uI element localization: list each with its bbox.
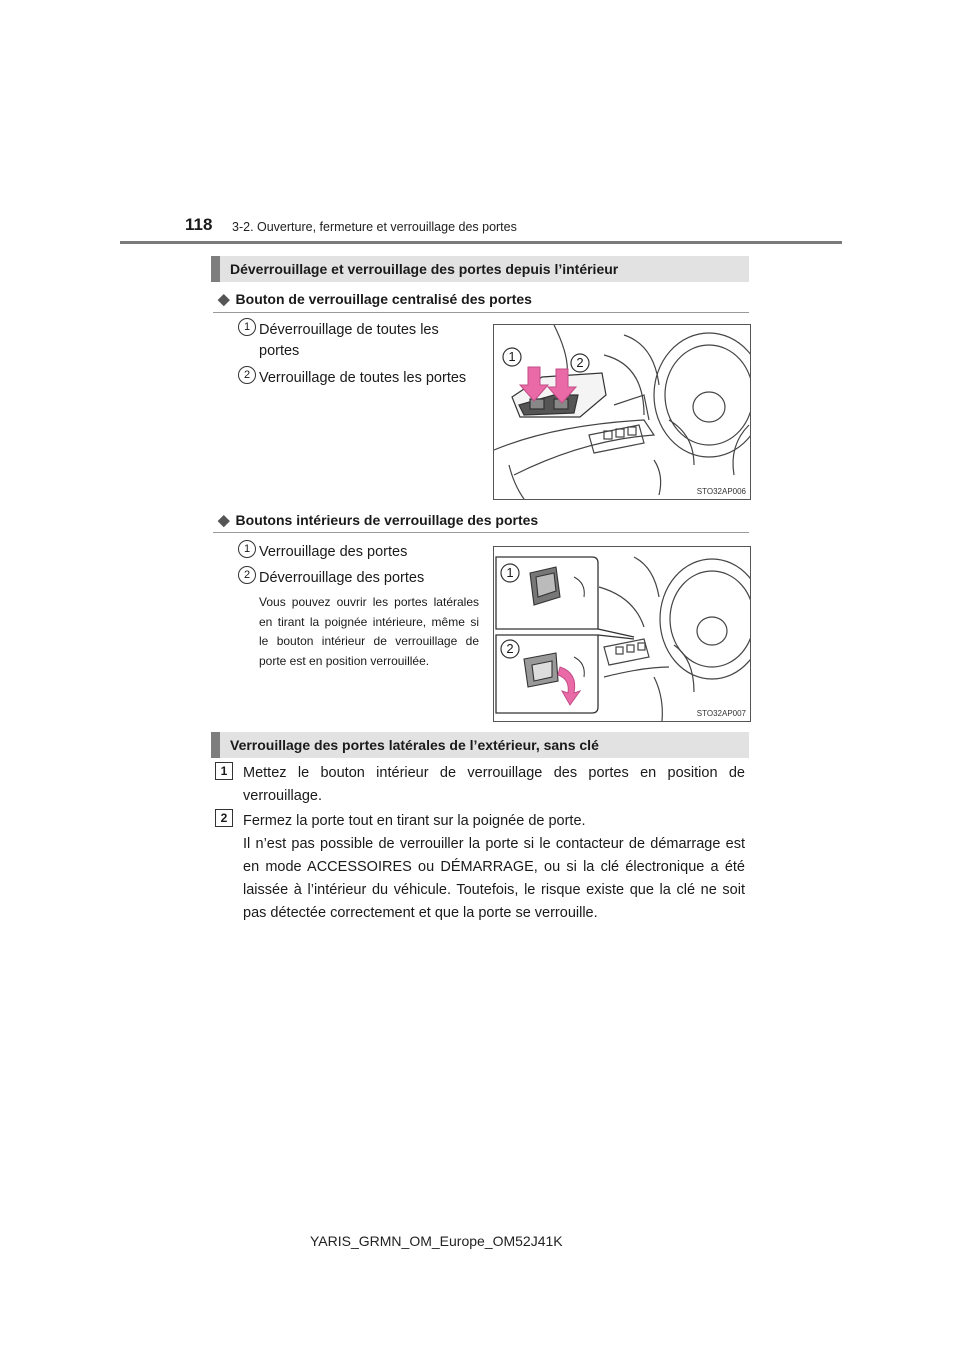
- subsection-divider: [213, 312, 749, 313]
- figure-callout-1: 1: [508, 349, 516, 364]
- figure-callout-2: 2: [506, 641, 514, 656]
- item-text-lock-doors: Verrouillage des portes: [259, 544, 408, 560]
- section-title-interior: Déverrouillage et verrouillage des portes depuis l’intérieur: [211, 256, 749, 282]
- info-paragraph: Il n’est pas possible de verrouiller la porte si le contacteur de démarrage est en mode ACCESSOIRES ou DÉMARRAGE, ou si la clé électronique a été laissée à l’intérieur du véhicule. Toutefois, le risque existe que la clé ne soit pas détectée correctement et que la porte se verrouille.: [243, 836, 745, 921]
- diamond-bullet-icon: ◆: [218, 291, 230, 308]
- figure-central-lock-switch: [493, 324, 751, 500]
- subsection-title: Bouton de verrouillage centralisé des portes: [235, 291, 532, 307]
- step-text-2: Fermez la porte tout en tirant sur la poignée de porte.: [243, 813, 586, 829]
- central-lock-illustration: [494, 325, 750, 499]
- item-line-2: portes: [259, 343, 300, 359]
- figure-code: STO32AP006: [696, 487, 746, 496]
- figure-callout-2: 2: [576, 355, 584, 370]
- interior-lock-illustration: [494, 547, 750, 721]
- step-number-1: 1: [215, 762, 233, 780]
- item-text-unlock-all: [259, 320, 479, 362]
- item-number-1: 1: [238, 318, 256, 336]
- header-divider: [120, 241, 842, 244]
- step-number-2: 2: [215, 809, 233, 827]
- item-number-2: 2: [238, 366, 256, 384]
- document-code: YARIS_GRMN_OM_Europe_OM52J41K: [310, 1233, 563, 1249]
- diamond-bullet-icon: ◆: [218, 512, 230, 529]
- item-number-1: 1: [238, 540, 256, 558]
- note-text: Vous pouvez ouvrir les portes latérales en tirant la poignée intérieure, même si le bouton intérieur de verrouillage de porte est en position verrouillée.: [259, 595, 479, 668]
- subsection-title: Boutons intérieurs de verrouillage des portes: [235, 512, 539, 528]
- subsection-divider: [213, 532, 749, 533]
- subsection-heading-interior-buttons: [218, 511, 538, 529]
- figure-code: STO32AP007: [696, 709, 746, 718]
- page-number: 118: [185, 215, 213, 234]
- section-title-exterior: Verrouillage des portes latérales de l’extérieur, sans clé: [211, 732, 749, 758]
- item-text-unlock-doors: Déverrouillage des portes: [259, 570, 425, 586]
- item-line-1: Déverrouillage de toutes les: [259, 322, 439, 338]
- figure-interior-lock-button: [493, 546, 751, 722]
- subsection-heading-central-lock: [218, 290, 532, 308]
- breadcrumb: 3-2. Ouverture, fermeture et verrouillage des portes: [232, 220, 517, 234]
- step-text-1: Mettez le bouton intérieur de verrouillage des portes en position de verrouillage.: [243, 765, 745, 804]
- item-number-2: 2: [238, 566, 256, 584]
- figure-callout-1: 1: [506, 565, 514, 580]
- item-text-lock-all: Verrouillage de toutes les portes: [259, 370, 467, 386]
